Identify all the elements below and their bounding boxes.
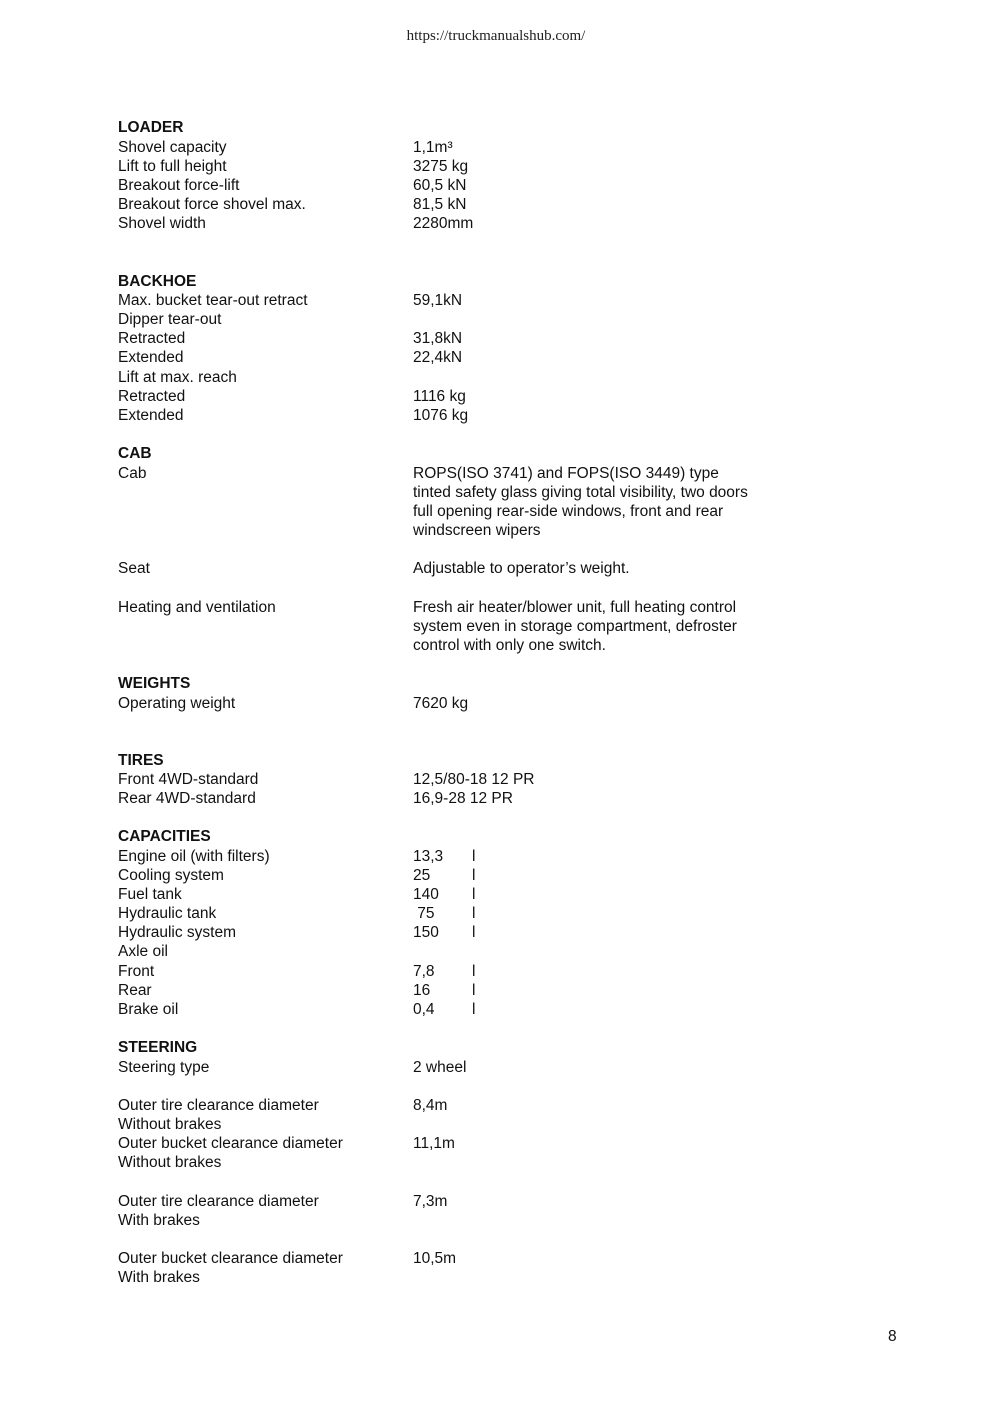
- section-title-steering: STEERING: [118, 1039, 198, 1056]
- spec-row: [118, 310, 838, 329]
- spec-unit: l: [472, 924, 476, 941]
- spec-label: Seat: [118, 560, 150, 577]
- spec-label: Cooling system: [118, 867, 224, 884]
- spec-value: 8,4m: [413, 1097, 448, 1114]
- spec-value: 16,9-28 12 PR: [413, 790, 513, 807]
- spec-row: [118, 387, 838, 406]
- spec-row: [118, 904, 838, 923]
- spec-row: [118, 923, 838, 942]
- spec-value: 0,4: [413, 1001, 435, 1018]
- spec-row: [118, 368, 838, 387]
- spec-row: [118, 962, 838, 981]
- spec-unit: l: [472, 963, 476, 980]
- spec-label: Breakout force-lift: [118, 177, 240, 194]
- spec-value: 140: [413, 886, 439, 903]
- spec-row: [118, 885, 838, 904]
- spec-value: 12,5/80-18 12 PR: [413, 771, 535, 788]
- spec-unit: l: [472, 886, 476, 903]
- spec-subrow: [118, 1153, 838, 1172]
- description-line: tinted safety glass giving total visibility, two doors: [413, 484, 748, 501]
- spec-label: Hydraulic system: [118, 924, 236, 941]
- page-number: 8: [888, 1328, 897, 1345]
- spec-label: Shovel width: [118, 215, 206, 232]
- spec-label: Heating and ventilation: [118, 599, 276, 616]
- spec-row: [118, 214, 838, 233]
- spec-value: 81,5 kN: [413, 196, 467, 213]
- spec-row: [118, 1096, 838, 1115]
- spec-value: 3275 kg: [413, 158, 469, 175]
- spec-unit: l: [472, 905, 476, 922]
- spec-label: Lift at max. reach: [118, 369, 237, 386]
- spec-row: [118, 138, 838, 157]
- source-url: https://truckmanualshub.com/: [406, 28, 586, 44]
- spec-row: [118, 981, 838, 1000]
- spec-subrow: [118, 1268, 838, 1287]
- description-line: system even in storage compartment, defroster: [413, 618, 737, 635]
- spec-label: Outer tire clearance diameter: [118, 1097, 319, 1114]
- section-title-cab: CAB: [118, 445, 152, 462]
- section-title-loader: LOADER: [118, 119, 184, 136]
- spec-value: 16: [413, 982, 431, 999]
- spec-row: [118, 847, 838, 866]
- spec-row: [118, 866, 838, 885]
- spec-unit: l: [472, 848, 476, 865]
- spec-row: [118, 406, 838, 425]
- spec-value: 1076 kg: [413, 407, 469, 424]
- description-line: Fresh air heater/blower unit, full heating control: [413, 599, 737, 616]
- spec-label: Max. bucket tear-out retract: [118, 292, 308, 309]
- spec-value: 7620 kg: [413, 695, 469, 712]
- spec-row: [118, 942, 838, 961]
- spec-label: Retracted: [118, 330, 186, 347]
- spec-label: Axle oil: [118, 943, 168, 960]
- description-line: windscreen wipers: [413, 522, 541, 539]
- spec-value: 75: [413, 905, 435, 922]
- spec-row: [118, 770, 838, 789]
- spec-label: Shovel capacity: [118, 139, 227, 156]
- spec-unit: l: [472, 1001, 476, 1018]
- spec-value: 11,1m: [413, 1135, 455, 1152]
- spec-label: Fuel tank: [118, 886, 182, 903]
- spec-label: Extended: [118, 349, 184, 366]
- spec-value: 60,5 kN: [413, 177, 467, 194]
- spec-label: Front 4WD-standard: [118, 771, 259, 788]
- spec-label: Outer tire clearance diameter: [118, 1193, 319, 1210]
- spec-value: 25: [413, 867, 431, 884]
- spec-label: Cab: [118, 465, 147, 482]
- spec-label: Rear: [118, 982, 152, 999]
- spec-label: Steering type: [118, 1059, 210, 1076]
- spec-row: [118, 1249, 838, 1268]
- spec-sublabel: Without brakes: [118, 1154, 222, 1171]
- spec-value: 1,1m³: [413, 139, 453, 156]
- spec-row: [118, 195, 838, 214]
- spec-label: Retracted: [118, 388, 186, 405]
- spec-label: Hydraulic tank: [118, 905, 217, 922]
- spec-row: [118, 1134, 838, 1153]
- spec-value: 13,3: [413, 848, 444, 865]
- spec-sublabel: Without brakes: [118, 1116, 222, 1133]
- spec-value: 31,8kN: [413, 330, 463, 347]
- spec-value: 22,4kN: [413, 349, 463, 366]
- spec-label: Front: [118, 963, 155, 980]
- spec-label: Outer bucket clearance diameter: [118, 1135, 343, 1152]
- spec-subrow: [118, 1115, 838, 1134]
- spec-row: [118, 348, 838, 367]
- description-line: full opening rear-side windows, front and rear: [413, 503, 724, 520]
- spec-unit: l: [472, 982, 476, 999]
- spec-row: [118, 1058, 838, 1077]
- spec-value: 150: [413, 924, 439, 941]
- spec-label: Brake oil: [118, 1001, 179, 1018]
- heating-description: [413, 598, 793, 655]
- spec-unit: l: [472, 867, 476, 884]
- spec-label: Extended: [118, 407, 184, 424]
- spec-value: 2 wheel: [413, 1059, 467, 1076]
- spec-label: Dipper tear-out: [118, 311, 222, 328]
- description-line: control with only one switch.: [413, 637, 606, 654]
- spec-subrow: [118, 1211, 838, 1230]
- section-title-weights: WEIGHTS: [118, 675, 191, 692]
- spec-sublabel: With brakes: [118, 1212, 200, 1229]
- description-line: ROPS(ISO 3741) and FOPS(ISO 3449) type: [413, 465, 719, 482]
- spec-label: Outer bucket clearance diameter: [118, 1250, 343, 1267]
- spec-label: Lift to full height: [118, 158, 227, 175]
- section-title-capacities: CAPACITIES: [118, 828, 211, 845]
- spec-row: [118, 1192, 838, 1211]
- spec-label: Operating weight: [118, 695, 236, 712]
- spec-value: 7,8: [413, 963, 435, 980]
- spec-label: Rear 4WD-standard: [118, 790, 256, 807]
- spec-row: [118, 157, 838, 176]
- spec-sublabel: With brakes: [118, 1269, 200, 1286]
- spec-value: 2280mm: [413, 215, 474, 232]
- spec-row: [118, 329, 838, 348]
- spec-label: Engine oil (with filters): [118, 848, 270, 865]
- spec-row: [118, 694, 838, 713]
- section-title-tires: TIRES: [118, 752, 164, 769]
- cab-description: [413, 464, 793, 540]
- spec-row: [118, 1000, 838, 1019]
- spec-row: [118, 291, 838, 310]
- spec-row: [118, 789, 838, 808]
- spec-value: Adjustable to operator’s weight.: [413, 560, 630, 577]
- spec-value: 7,3m: [413, 1193, 448, 1210]
- spec-value: 59,1kN: [413, 292, 463, 309]
- spec-value: 10,5m: [413, 1250, 457, 1267]
- spec-value: 1116 kg: [413, 388, 466, 405]
- section-title-backhoe: BACKHOE: [118, 273, 197, 290]
- spec-label: Breakout force shovel max.: [118, 196, 306, 213]
- spec-row: [118, 176, 838, 195]
- spec-row: [118, 559, 838, 578]
